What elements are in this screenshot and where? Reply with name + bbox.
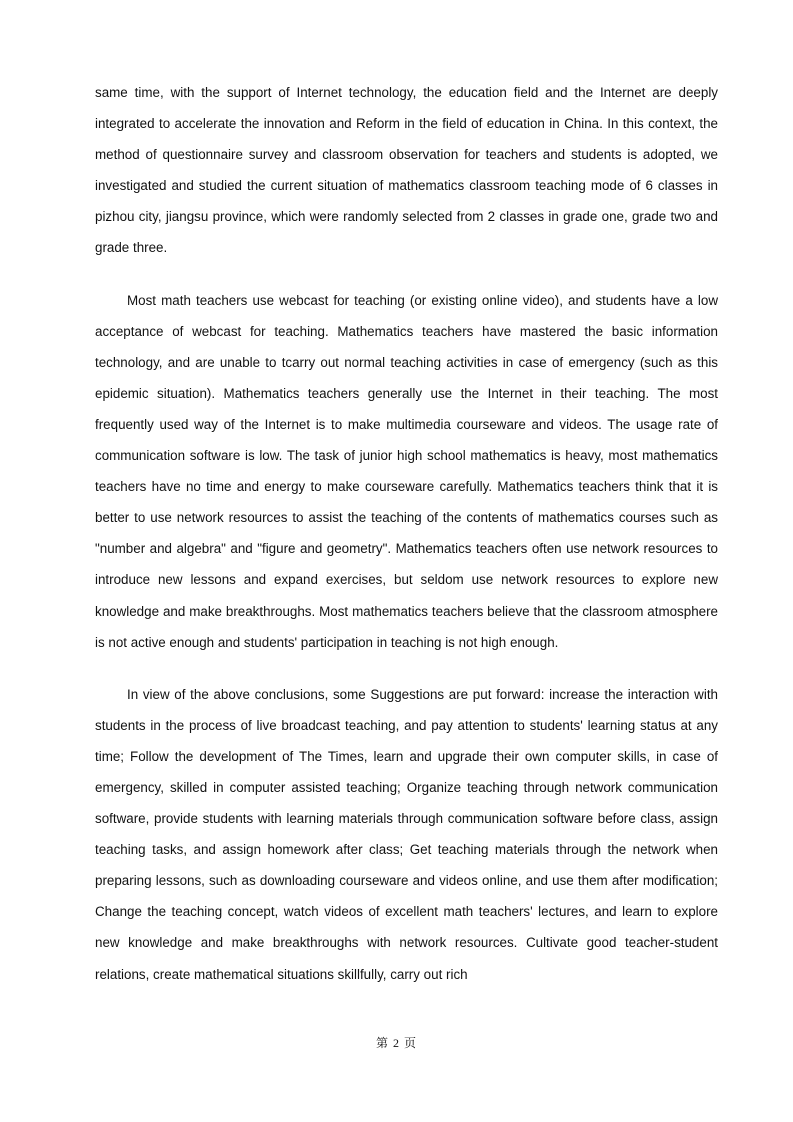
paragraph-continuation: same time, with the support of Internet technology, the education field and the Internet are deeply integrated to accelerate the innovation and Reform in the field of education in China. In this context, the method of questionnaire survey and classroom observation for teachers and students is adopted, we investigated and studied the current situation of mathematics classroom teaching mode of 6 classes in pizhou city, jiangsu province, which were randomly selected from 2 classes in grade one, grade two and grade three. (95, 85, 718, 256)
paragraph-suggestions: In view of the above conclusions, some Suggestions are put forward: increase the interaction with students in the process of live broadcast teaching, and pay attention to students' learning status at any time; Follow the development of The Times, learn and upgrade their own computer skills, in case of emergency, skilled in computer assisted teaching; Organize teaching through network communication software, provide students with learning materials through communication software before class, assign teaching tasks, and assign homework after class; Get teaching materials through the network when preparing lessons, such as downloading courseware and videos online, and use them after modification; Change the teaching concept, watch videos of excellent math teachers' lectures, and learn to explore new knowledge and make breakthroughs with network resources. Cultivate good teacher-student relations, create mathematical situations skillfully, carry out rich (95, 686, 718, 982)
page-number: 第 2 页 (375, 1036, 417, 1050)
paragraph-findings: Most math teachers use webcast for teaching (or existing online video), and students have a low acceptance of webcast for teaching. Mathematics teachers have mastered the basic information technology, and are unable to tcarry out normal teaching activities in case of emergency (such as this epidemic situation). Mathematics teachers generally use the Internet in their teaching. The most frequently used way of the Internet is to make multimedia courseware and videos. The usage rate of communication software is low. The task of junior high school mathematics is heavy, most mathematics teachers have no time and energy to make courseware carefully. Mathematics teachers think that it is better to use network resources to assist the teaching of the contents of mathematics courses such as "number and algebra" and "figure and geometry". Mathematics teachers often use network resources to introduce new lessons and expand exercises, but seldom use network resources to explore new knowledge and make breakthroughs. Most mathematics teachers believe that the classroom atmosphere is not active enough and students' participation in teaching is not high enough. (95, 292, 718, 650)
page-body (95, 77, 718, 990)
